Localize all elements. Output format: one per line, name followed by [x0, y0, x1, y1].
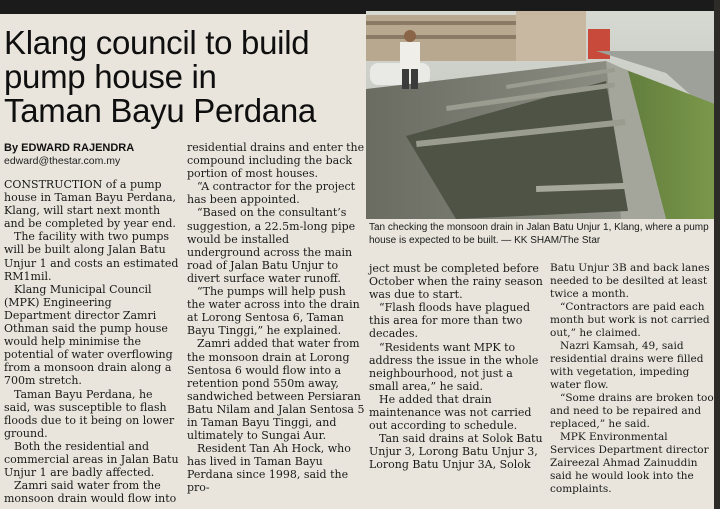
article-paragraph: “The pumps will help push the water across into the drain at Lorong Sentosa 6, Taman Bayu Tinggi,” he explained.	[187, 285, 360, 338]
article-paragraph: He added that drain maintenance was not carried out according to schedule.	[369, 392, 532, 433]
article-paragraph: Batu Unjur 3B and back lanes needed to be desilted at least twice a month.	[550, 262, 710, 300]
photo-caption: Tan checking the monsoon drain in Jalan Batu Unjur 1, Klang, where a pump house is expected to be built. — KK SHAM/The Star	[369, 222, 709, 246]
column-1	[4, 178, 181, 505]
page-edge-shadow	[714, 0, 720, 509]
article-paragraph: Zamri added that water from the monsoon drain at Lorong Sentosa 6 would flow into a retention pond 550m away, sandwiched between Persiaran Batu Nilam and Jalan Sentosa 5 in Taman Bayu Tinggi, and ultimately to Sungai Aur.	[187, 337, 365, 443]
byline: By EDWARD RAJENDRA	[4, 142, 135, 154]
article-paragraph: Zamri said water from the monsoon drain would flow into	[4, 479, 177, 506]
article-paragraph: Klang Municipal Council (MPK) Engineering Department director Zamri Othman said the pump house would help minimise the potential of water overflowing from a monsoon drain along a 700m stretch.	[4, 282, 173, 388]
column-2	[187, 141, 365, 495]
article-paragraph: Nazri Kamsah, 49, said residential drains were filled with vegetation, impeding water flow.	[550, 340, 704, 391]
article-paragraph: “Residents want MPK to address the issue in the whole neighbourhood, not just a small area,” he said.	[369, 340, 539, 393]
headline-line: Taman Bayu Perdana	[4, 92, 316, 129]
article-paragraph: MPK Environmental Services Department director Zaireezal Ahmad Zainuddin said he would look into the complaints.	[550, 431, 709, 495]
author-email: edward@thestar.com.my	[4, 155, 121, 167]
article-paragraph: CONSTRUCTION of a pump house in Taman Bayu Perdana, Klang, will start next month and be completed by year end.	[4, 178, 177, 231]
article-paragraph: “Contractors are paid each month but work is not carried out,” he claimed.	[550, 301, 710, 339]
column-4	[550, 262, 716, 496]
photo-illustration	[366, 11, 720, 219]
column-3	[369, 262, 545, 472]
headline-line: pump house in	[4, 58, 217, 95]
article-paragraph: “Flash floods have plagued this area for more than two decades.	[369, 301, 530, 341]
article-paragraph: Both the residential and commercial areas in Jalan Batu Unjur 1 are badly affected.	[4, 439, 179, 480]
drain-photo	[366, 11, 720, 219]
article-paragraph: The facility with two pumps will be built along Jalan Batu Unjur 1 and costs an estimated RM1mil.	[4, 230, 179, 283]
headline	[4, 26, 359, 128]
article-paragraph: Tan said drains at Solok Batu Unjur 3, Lorong Batu Unjur 3, Lorong Batu Unjur 3A, Solok	[369, 432, 543, 472]
article-paragraph: “Some drains are broken too and need to be repaired and replaced,” he said.	[550, 392, 714, 430]
article-paragraph: “A contractor for the project has been appointed.	[187, 180, 356, 207]
article-paragraph: Taman Bayu Perdana, he said, was susceptible to flash floods due to it being on lower ground.	[4, 387, 175, 440]
article-paragraph: residential drains and enter the compound including the back portion of most houses.	[187, 141, 365, 181]
article-paragraph: Resident Tan Ah Hock, who has lived in Taman Bayu Perdana since 1998, said the pro-	[187, 442, 351, 495]
article-paragraph: ject must be completed before October when the rainy season was due to start.	[369, 262, 543, 302]
article-paragraph: “Based on the consultant’s suggestion, a 22.5m-long pipe would be installed underground across the main road of Jalan Batu Unjur to divert surface water runoff.	[187, 206, 356, 285]
headline-line: Klang council to build	[4, 24, 310, 61]
